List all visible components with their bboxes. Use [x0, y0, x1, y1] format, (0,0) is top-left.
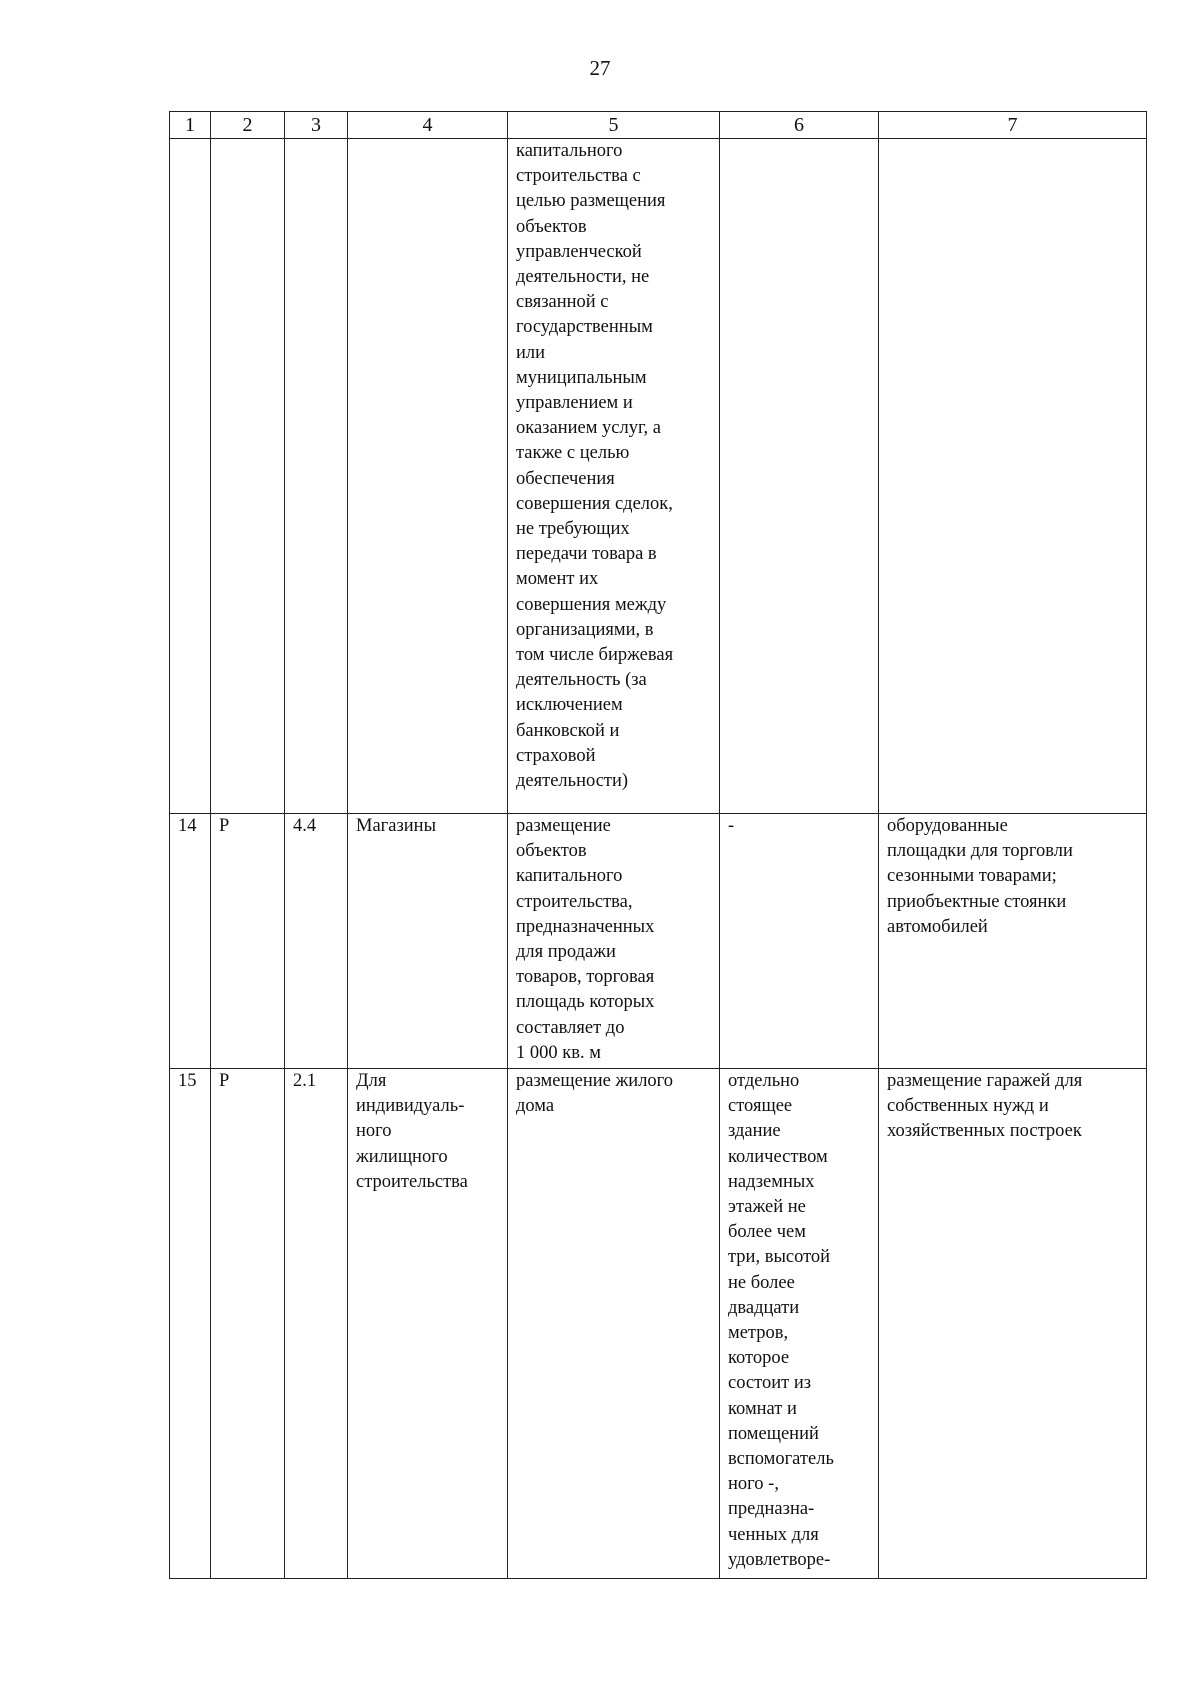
- text-line: также с целью: [516, 443, 630, 464]
- text-line: помещений: [728, 1423, 819, 1444]
- text-line: три, высотой: [728, 1247, 831, 1268]
- text-line: Магазины: [356, 816, 436, 836]
- cell-name: [348, 1069, 508, 1579]
- text-line: передачи товара в: [516, 544, 657, 565]
- header-col-3: 3: [285, 112, 348, 139]
- text-line: размещение жилого: [516, 1071, 674, 1091]
- text-line: обеспечения: [516, 468, 615, 489]
- name-lines: [356, 814, 499, 839]
- text-line: которое: [728, 1348, 790, 1369]
- text-line: 1 000 кв. м: [516, 1042, 601, 1063]
- header-col-2: 2: [211, 112, 285, 139]
- text-line: или: [516, 342, 546, 363]
- text-line: для продажи: [516, 942, 616, 963]
- cell-num: [170, 139, 211, 814]
- text-line: составляет до: [516, 1017, 625, 1038]
- cell-auxiliary: [879, 1069, 1147, 1579]
- text-line: объектов: [516, 841, 587, 862]
- text-line: ченных для: [728, 1524, 819, 1545]
- text-line: том числе биржевая: [516, 645, 674, 666]
- auxiliary-lines: [887, 814, 1138, 940]
- text-line: более чем: [728, 1222, 806, 1243]
- cell-auxiliary: [879, 139, 1147, 814]
- text-line: количеством: [728, 1146, 828, 1167]
- header-col-4: 4: [348, 112, 508, 139]
- cell-auxiliary: [879, 814, 1147, 1069]
- header-col-7: 7: [879, 112, 1147, 139]
- text-line: управлением и: [516, 393, 633, 414]
- cell-name: [348, 139, 508, 814]
- description-lines: [516, 1069, 711, 1119]
- text-line: дома: [516, 1096, 555, 1117]
- header-col-5: 5: [508, 112, 720, 139]
- text-line: строительства с: [516, 166, 641, 187]
- text-line: деятельности): [516, 771, 629, 792]
- auxiliary-lines: [887, 1069, 1138, 1145]
- cell-num: 14: [170, 814, 211, 1069]
- text-line: капитального: [516, 866, 623, 887]
- table-row-15: [170, 1069, 1147, 1579]
- text-line: площадь которых: [516, 992, 655, 1013]
- cell-params: -: [720, 814, 879, 1069]
- text-line: здание: [728, 1121, 781, 1142]
- text-line: оказанием услуг, а: [516, 418, 661, 439]
- text-line: сезонными товарами;: [887, 866, 1057, 887]
- text-line: деятельности, не: [516, 267, 650, 288]
- text-line: комнат и: [728, 1398, 797, 1419]
- cell-code: [285, 139, 348, 814]
- text-line: ного -,: [728, 1474, 779, 1495]
- header-col-1: 1: [170, 112, 211, 139]
- cell-zone: [211, 139, 285, 814]
- text-line: организациями, в: [516, 619, 654, 640]
- text-line: банковской и: [516, 720, 620, 741]
- cell-description: [508, 814, 720, 1069]
- text-line: приобъектные стоянки: [887, 891, 1067, 912]
- text-line: строительства: [356, 1171, 468, 1192]
- text-line: не более: [728, 1272, 795, 1293]
- text-line: индивидуаль-: [356, 1096, 465, 1117]
- text-line: собственных нужд и: [887, 1096, 1049, 1117]
- text-line: совершения сделок,: [516, 493, 673, 514]
- text-line: целью размещения: [516, 191, 666, 212]
- text-line: предназна-: [728, 1499, 815, 1520]
- cell-num: 15: [170, 1069, 211, 1579]
- text-line: управленческой: [516, 241, 642, 262]
- text-line: связанной с: [516, 292, 609, 313]
- text-line: размещение гаражей для: [887, 1071, 1083, 1091]
- text-line: муниципальным: [516, 367, 647, 388]
- text-line: надземных: [728, 1171, 815, 1192]
- text-line: деятельность (за: [516, 670, 647, 691]
- description-lines: [516, 814, 711, 1066]
- text-line: размещение: [516, 816, 611, 836]
- text-line: двадцати: [728, 1297, 800, 1318]
- text-line: не требующих: [516, 519, 630, 540]
- text-line: метров,: [728, 1323, 789, 1344]
- text-line: Для: [356, 1071, 387, 1091]
- text-line: вспомогатель: [728, 1449, 834, 1470]
- text-line: момент их: [516, 569, 599, 590]
- text-line: автомобилей: [887, 916, 988, 937]
- zoning-table: [169, 111, 1147, 1579]
- text-line: исключением: [516, 695, 623, 716]
- table-row-continuation: [170, 139, 1147, 814]
- cell-zone: Р: [211, 1069, 285, 1579]
- cell-zone: Р: [211, 814, 285, 1069]
- cell-params: [720, 1069, 879, 1579]
- text-line: ного: [356, 1121, 392, 1142]
- text-line: предназначенных: [516, 916, 655, 937]
- page-number: 27: [589, 56, 611, 80]
- text-line: строительства,: [516, 891, 633, 912]
- description-lines: [516, 139, 711, 794]
- cell-code: 4.4: [285, 814, 348, 1069]
- text-line: площадки для торговли: [887, 841, 1073, 862]
- text-line: объектов: [516, 216, 587, 237]
- text-line: государственным: [516, 317, 653, 338]
- text-line: капитального: [516, 141, 623, 161]
- text-line: стоящее: [728, 1096, 793, 1117]
- text-line: страховой: [516, 745, 596, 766]
- text-line: совершения между: [516, 594, 667, 615]
- text-line: жилищного: [356, 1146, 448, 1167]
- cell-description: [508, 139, 720, 814]
- text-line: товаров, торговая: [516, 967, 655, 988]
- text-line: удовлетворе-: [728, 1549, 831, 1570]
- text-line: этажей не: [728, 1197, 806, 1218]
- cell-description: [508, 1069, 720, 1579]
- cell-params: [720, 139, 879, 814]
- table-row-14: [170, 814, 1147, 1069]
- text-line: оборудованные: [887, 816, 1008, 836]
- cell-name: [348, 814, 508, 1069]
- header-row: [170, 112, 1147, 139]
- params-lines: [728, 1069, 870, 1573]
- text-line: состоит из: [728, 1373, 812, 1394]
- name-lines: [356, 1069, 499, 1195]
- text-line: отдельно: [728, 1071, 800, 1091]
- cell-code: 2.1: [285, 1069, 348, 1579]
- text-line: хозяйственных построек: [887, 1121, 1082, 1142]
- header-col-6: 6: [720, 112, 879, 139]
